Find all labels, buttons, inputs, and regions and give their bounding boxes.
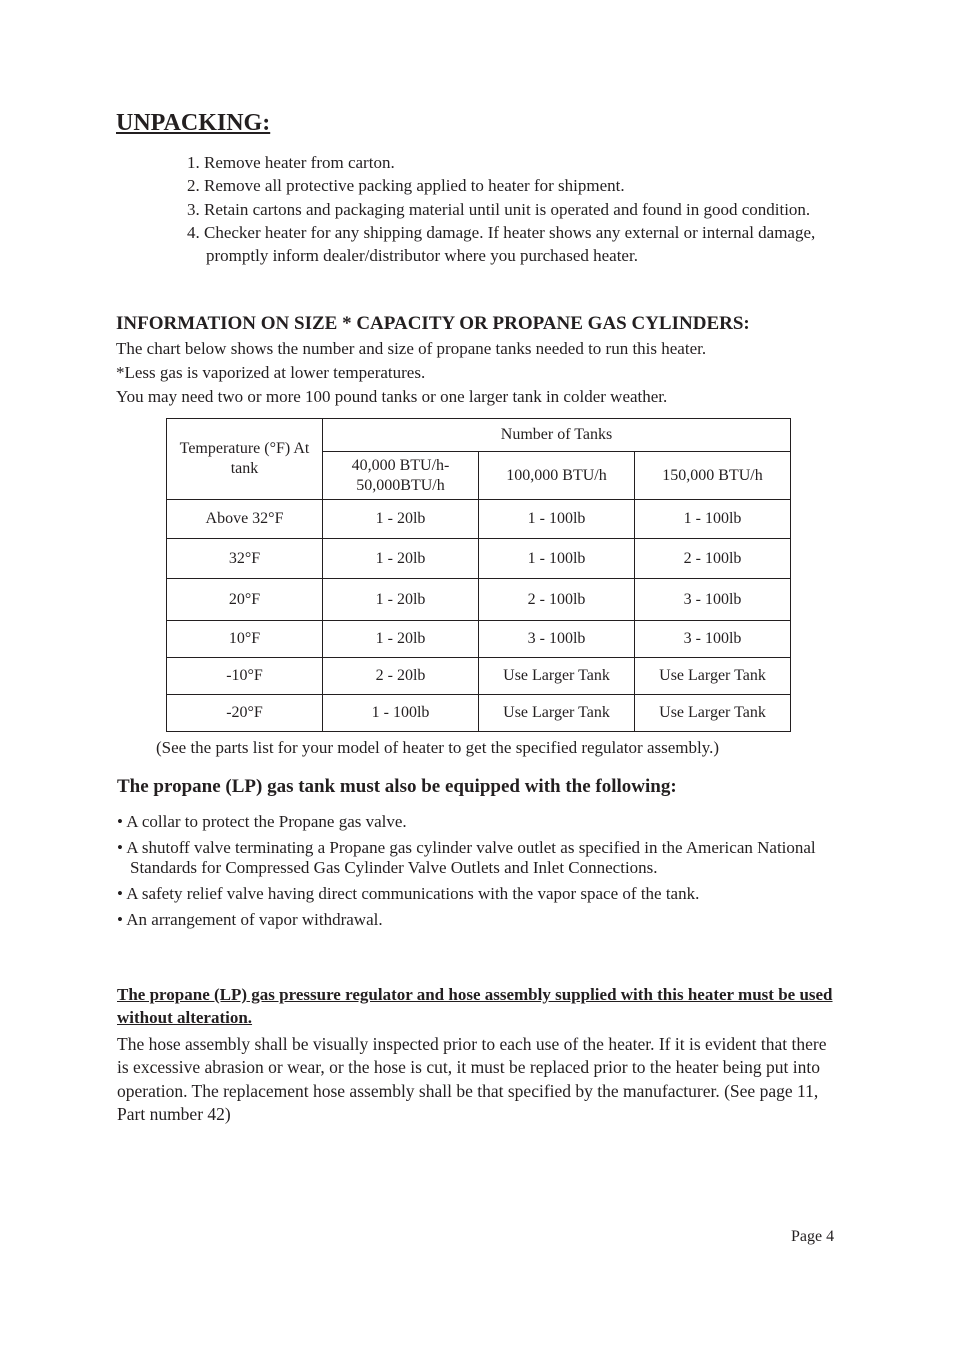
page-number: Page 4 xyxy=(791,1228,835,1245)
list-item: 3. Retain cartons and packaging material until unit is operated and found in good condition. xyxy=(187,199,811,219)
temperature-header: Temperature (°F) At tank xyxy=(167,419,323,500)
table-cell: Use Larger Tank xyxy=(479,658,635,695)
table-cell: Use Larger Tank xyxy=(635,695,791,732)
table-row xyxy=(167,621,791,658)
temperature-cell: 20°F xyxy=(167,579,323,621)
table-row xyxy=(167,500,791,539)
list-item: 1. Remove heater from carton. xyxy=(187,153,395,172)
table-cell: 2 - 20lb xyxy=(323,658,479,695)
table-row xyxy=(167,658,791,695)
temperature-cell: -20°F xyxy=(167,695,323,732)
table-cell: 3 - 100lb xyxy=(635,579,791,621)
cylinders-intro-2: *Less gas is vaporized at lower temperatures. xyxy=(116,363,426,382)
temperature-cell: 32°F xyxy=(167,539,323,579)
table-cell: 1 - 20lb xyxy=(323,621,479,658)
table-row xyxy=(167,579,791,621)
column-header: 100,000 BTU/h xyxy=(479,452,635,500)
list-item: • A shutoff valve terminating a Propane gas cylinder valve outlet as specified in the American National Standards for Compressed Gas Cylinder Valve Outlets and Inlet Connections. xyxy=(117,838,816,877)
table-cell: 1 - 20lb xyxy=(323,500,479,539)
equipment-list xyxy=(117,812,837,936)
table-cell: 2 - 100lb xyxy=(479,579,635,621)
regulator-heading: The propane (LP) gas pressure regulator and hose assembly supplied with this heater must be used without alteration. xyxy=(117,985,833,1027)
regulator-body: The hose assembly shall be visually inspected prior to each use of the heater. If it is evident that there is excessive abrasion or wear, or the hose is cut, it must be replaced prior to the heater being put into operation. The replacement hose assembly shall be that specified by the manufacturer. (See page 11, Part number 42) xyxy=(117,1034,827,1125)
cylinders-intro-1: The chart below shows the number and size of propane tanks needed to run this heater. xyxy=(116,339,707,358)
list-item: • A collar to protect the Propane gas valve. xyxy=(117,812,407,831)
table-cell: Use Larger Tank xyxy=(479,695,635,732)
table-cell: 1 - 100lb xyxy=(635,500,791,539)
temperature-cell: 10°F xyxy=(167,621,323,658)
table-cell: 2 - 100lb xyxy=(635,539,791,579)
table-cell: 1 - 20lb xyxy=(323,539,479,579)
equipment-heading: The propane (LP) gas tank must also be equipped with the following: xyxy=(117,776,677,797)
table-cell: 3 - 100lb xyxy=(635,621,791,658)
temperature-cell: Above 32°F xyxy=(167,500,323,539)
table-cell: 1 - 100lb xyxy=(479,500,635,539)
table-row xyxy=(167,695,791,732)
list-item: • An arrangement of vapor withdrawal. xyxy=(117,910,383,929)
table-row xyxy=(167,539,791,579)
number-of-tanks-header: Number of Tanks xyxy=(323,419,791,452)
column-header: 150,000 BTU/h xyxy=(635,452,791,500)
table-cell: 3 - 100lb xyxy=(479,621,635,658)
tank-capacity-table xyxy=(166,418,791,732)
temperature-cell: -10°F xyxy=(167,658,323,695)
list-item: 2. Remove all protective packing applied to heater for shipment. xyxy=(187,176,625,196)
cylinders-intro-3: You may need two or more 100 pound tanks or one larger tank in colder weather. xyxy=(116,387,668,406)
list-item: • A safety relief valve having direct communications with the vapor space of the tank. xyxy=(117,884,700,903)
column-header: 40,000 BTU/h- 50,000BTU/h xyxy=(323,452,479,500)
list-item: 4. Checker heater for any shipping damage. If heater shows any external or internal damage, promptly inform dealer/distributor where you purchased heater. xyxy=(187,222,816,266)
unpacking-steps xyxy=(187,151,847,267)
table-cell: 1 - 100lb xyxy=(479,539,635,579)
table-cell: Use Larger Tank xyxy=(635,658,791,695)
cylinders-heading: INFORMATION ON SIZE * CAPACITY OR PROPANE GAS CYLINDERS: xyxy=(116,313,750,334)
table-note: (See the parts list for your model of heater to get the specified regulator assembly.) xyxy=(156,738,720,757)
table-cell: 1 - 20lb xyxy=(323,579,479,621)
table-cell: 1 - 100lb xyxy=(323,695,479,732)
unpacking-heading: UNPACKING: xyxy=(116,110,271,136)
